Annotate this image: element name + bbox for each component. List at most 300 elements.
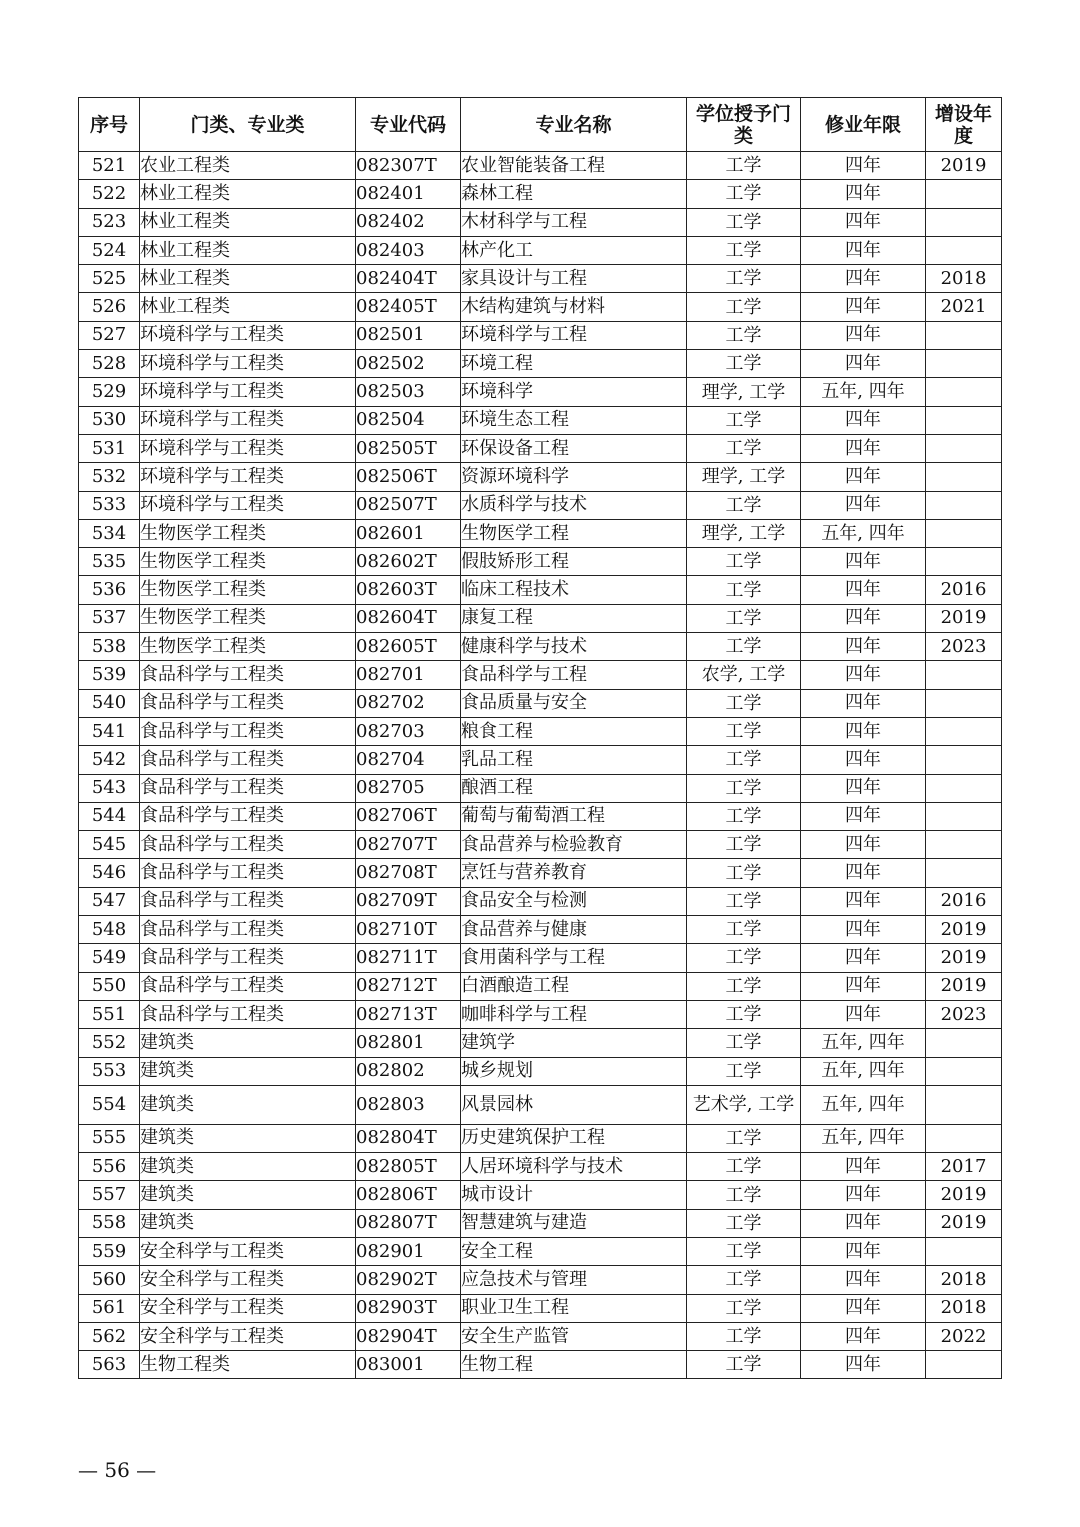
cell-name: 林产化工 [461,236,687,264]
cell-added [926,1029,1002,1057]
cell-code: 082703 [356,717,461,745]
cell-name: 建筑学 [461,1029,687,1057]
table-row [79,1351,1002,1379]
cell-name: 木结构建筑与材料 [461,293,687,321]
cell-name: 安全生产监管 [461,1322,687,1350]
cell-degree: 工学 [687,180,801,208]
cell-degree: 工学 [687,802,801,830]
cell-degree: 工学 [687,604,801,632]
cell-name: 烹饪与营养教育 [461,859,687,887]
cell-category: 食品科学与工程类 [140,689,356,717]
table-row [79,774,1002,802]
cell-code: 082702 [356,689,461,717]
cell-degree: 工学 [687,576,801,604]
cell-degree: 工学 [687,944,801,972]
cell-code: 082602T [356,548,461,576]
cell-category: 林业工程类 [140,293,356,321]
cell-name: 家具设计与工程 [461,265,687,293]
cell-name: 咖啡科学与工程 [461,1000,687,1028]
cell-degree: 工学 [687,293,801,321]
cell-degree: 工学 [687,236,801,264]
cell-added [926,774,1002,802]
cell-no: 526 [79,293,140,321]
cell-name: 环境工程 [461,350,687,378]
cell-name: 食品营养与健康 [461,916,687,944]
cell-no: 536 [79,576,140,604]
cell-years: 四年 [801,887,926,915]
cell-added: 2018 [926,1266,1002,1294]
cell-degree: 工学 [687,717,801,745]
cell-category: 食品科学与工程类 [140,746,356,774]
cell-category: 生物工程类 [140,1351,356,1379]
cell-code: 082402 [356,208,461,236]
cell-years: 四年 [801,434,926,462]
table-row [79,802,1002,830]
cell-years: 四年 [801,1181,926,1209]
table-row [79,378,1002,406]
cell-code: 082804T [356,1124,461,1152]
cell-added [926,661,1002,689]
cell-added [926,350,1002,378]
header-added: 增设年度 [926,98,1002,152]
cell-years: 四年 [801,717,926,745]
cell-years: 五年, 四年 [801,1029,926,1057]
header-degree: 学位授予门类 [687,98,801,152]
cell-years: 四年 [801,463,926,491]
cell-no: 525 [79,265,140,293]
cell-no: 558 [79,1209,140,1237]
cell-no: 548 [79,916,140,944]
cell-code: 082708T [356,859,461,887]
cell-name: 风景园林 [461,1085,687,1124]
table-row [79,1029,1002,1057]
cell-name: 假肢矫形工程 [461,548,687,576]
cell-code: 082503 [356,378,461,406]
cell-degree: 工学 [687,1237,801,1265]
cell-no: 549 [79,944,140,972]
cell-code: 082709T [356,887,461,915]
cell-code: 082901 [356,1237,461,1265]
cell-years: 五年, 四年 [801,1057,926,1085]
table-row [79,1237,1002,1265]
cell-no: 557 [79,1181,140,1209]
cell-name: 粮食工程 [461,717,687,745]
cell-added [926,406,1002,434]
cell-no: 544 [79,802,140,830]
cell-no: 529 [79,378,140,406]
cell-name: 水质科学与技术 [461,491,687,519]
cell-name: 白酒酿造工程 [461,972,687,1000]
cell-added [926,1237,1002,1265]
cell-category: 生物医学工程类 [140,633,356,661]
cell-added [926,548,1002,576]
cell-degree: 工学 [687,350,801,378]
cell-category: 食品科学与工程类 [140,887,356,915]
cell-added [926,321,1002,349]
table-row [79,208,1002,236]
cell-name: 职业卫生工程 [461,1294,687,1322]
cell-degree: 工学 [687,1029,801,1057]
cell-years: 四年 [801,293,926,321]
cell-added: 2016 [926,576,1002,604]
cell-added [926,378,1002,406]
table-row [79,350,1002,378]
cell-no: 560 [79,1266,140,1294]
cell-no: 553 [79,1057,140,1085]
cell-years: 四年 [801,802,926,830]
table-row [79,576,1002,604]
cell-years: 四年 [801,859,926,887]
cell-years: 四年 [801,548,926,576]
cell-years: 四年 [801,831,926,859]
table-row [79,548,1002,576]
cell-degree: 工学 [687,774,801,802]
cell-added [926,1124,1002,1152]
cell-degree: 工学 [687,887,801,915]
cell-name: 环境科学与工程 [461,321,687,349]
cell-code: 082706T [356,802,461,830]
cell-code: 082805T [356,1153,461,1181]
cell-added: 2023 [926,1000,1002,1028]
cell-degree: 工学 [687,746,801,774]
cell-category: 安全科学与工程类 [140,1322,356,1350]
cell-years: 五年, 四年 [801,1124,926,1152]
cell-added: 2019 [926,944,1002,972]
cell-degree: 工学 [687,491,801,519]
cell-code: 082603T [356,576,461,604]
cell-added [926,831,1002,859]
cell-years: 四年 [801,944,926,972]
cell-code: 082803 [356,1085,461,1124]
cell-category: 食品科学与工程类 [140,831,356,859]
cell-name: 环境科学 [461,378,687,406]
table-row [79,1294,1002,1322]
cell-no: 551 [79,1000,140,1028]
cell-name: 农业智能装备工程 [461,152,687,180]
cell-code: 082605T [356,633,461,661]
cell-added [926,859,1002,887]
cell-years: 五年, 四年 [801,378,926,406]
cell-name: 城乡规划 [461,1057,687,1085]
majors-table [78,97,1002,1379]
cell-no: 547 [79,887,140,915]
cell-category: 林业工程类 [140,265,356,293]
cell-code: 082403 [356,236,461,264]
cell-years: 四年 [801,604,926,632]
cell-added: 2019 [926,1209,1002,1237]
cell-no: 546 [79,859,140,887]
cell-no: 542 [79,746,140,774]
cell-category: 环境科学与工程类 [140,406,356,434]
cell-added: 2017 [926,1153,1002,1181]
cell-code: 082501 [356,321,461,349]
cell-added [926,1057,1002,1085]
cell-name: 葡萄与葡萄酒工程 [461,802,687,830]
table-row [79,1153,1002,1181]
cell-category: 食品科学与工程类 [140,944,356,972]
page-number: — 56 — [78,1458,157,1482]
cell-degree: 艺术学, 工学 [687,1085,801,1124]
cell-name: 历史建筑保护工程 [461,1124,687,1152]
cell-no: 555 [79,1124,140,1152]
cell-code: 082307T [356,152,461,180]
cell-code: 082705 [356,774,461,802]
cell-years: 四年 [801,1209,926,1237]
cell-code: 082904T [356,1322,461,1350]
cell-years: 四年 [801,916,926,944]
table-row [79,831,1002,859]
cell-code: 082806T [356,1181,461,1209]
cell-category: 食品科学与工程类 [140,802,356,830]
cell-degree: 工学 [687,1153,801,1181]
cell-added [926,717,1002,745]
cell-code: 082405T [356,293,461,321]
cell-name: 食品营养与检验教育 [461,831,687,859]
cell-no: 540 [79,689,140,717]
cell-name: 乳品工程 [461,746,687,774]
cell-no: 541 [79,717,140,745]
cell-years: 四年 [801,321,926,349]
cell-category: 生物医学工程类 [140,576,356,604]
cell-added [926,519,1002,547]
cell-degree: 理学, 工学 [687,519,801,547]
table-row [79,1124,1002,1152]
cell-degree: 工学 [687,831,801,859]
cell-added [926,746,1002,774]
cell-category: 林业工程类 [140,236,356,264]
cell-added [926,1351,1002,1379]
table-row [79,293,1002,321]
cell-years: 四年 [801,1237,926,1265]
cell-category: 环境科学与工程类 [140,378,356,406]
cell-name: 安全工程 [461,1237,687,1265]
cell-name: 城市设计 [461,1181,687,1209]
cell-name: 生物工程 [461,1351,687,1379]
cell-name: 森林工程 [461,180,687,208]
cell-code: 082604T [356,604,461,632]
cell-code: 082504 [356,406,461,434]
cell-no: 521 [79,152,140,180]
cell-added [926,236,1002,264]
table-row [79,1266,1002,1294]
cell-name: 食品质量与安全 [461,689,687,717]
cell-added [926,434,1002,462]
table-row [79,887,1002,915]
header-name: 专业名称 [461,98,687,152]
cell-name: 食品安全与检测 [461,887,687,915]
table-row [79,406,1002,434]
cell-category: 安全科学与工程类 [140,1266,356,1294]
table-row [79,916,1002,944]
cell-category: 农业工程类 [140,152,356,180]
cell-years: 五年, 四年 [801,519,926,547]
cell-category: 建筑类 [140,1181,356,1209]
cell-added: 2019 [926,604,1002,632]
cell-added [926,180,1002,208]
cell-added: 2019 [926,152,1002,180]
cell-added [926,208,1002,236]
cell-years: 四年 [801,661,926,689]
cell-added: 2016 [926,887,1002,915]
cell-no: 554 [79,1085,140,1124]
cell-added [926,689,1002,717]
cell-degree: 理学, 工学 [687,378,801,406]
cell-years: 四年 [801,236,926,264]
cell-added: 2019 [926,972,1002,1000]
cell-code: 082401 [356,180,461,208]
cell-degree: 工学 [687,1351,801,1379]
cell-no: 561 [79,1294,140,1322]
cell-added: 2019 [926,916,1002,944]
cell-code: 082713T [356,1000,461,1028]
cell-degree: 工学 [687,152,801,180]
cell-code: 082404T [356,265,461,293]
cell-category: 建筑类 [140,1057,356,1085]
cell-code: 082902T [356,1266,461,1294]
cell-category: 食品科学与工程类 [140,774,356,802]
cell-category: 建筑类 [140,1209,356,1237]
cell-category: 环境科学与工程类 [140,321,356,349]
header-category: 门类、专业类 [140,98,356,152]
cell-years: 四年 [801,1322,926,1350]
cell-category: 建筑类 [140,1124,356,1152]
cell-no: 527 [79,321,140,349]
cell-degree: 工学 [687,1181,801,1209]
cell-no: 556 [79,1153,140,1181]
table-row [79,434,1002,462]
cell-name: 人居环境科学与技术 [461,1153,687,1181]
cell-name: 康复工程 [461,604,687,632]
cell-no: 534 [79,519,140,547]
cell-code: 082506T [356,463,461,491]
cell-degree: 工学 [687,548,801,576]
cell-degree: 理学, 工学 [687,463,801,491]
header-years: 修业年限 [801,98,926,152]
table-row [79,1085,1002,1124]
cell-no: 559 [79,1237,140,1265]
cell-no: 531 [79,434,140,462]
cell-code: 082502 [356,350,461,378]
cell-years: 四年 [801,1000,926,1028]
table-row [79,1322,1002,1350]
cell-category: 林业工程类 [140,180,356,208]
table-row [79,746,1002,774]
cell-years: 四年 [801,576,926,604]
cell-years: 四年 [801,1153,926,1181]
table-row [79,321,1002,349]
cell-degree: 工学 [687,1294,801,1322]
cell-no: 533 [79,491,140,519]
cell-no: 538 [79,633,140,661]
cell-years: 四年 [801,746,926,774]
header-code: 专业代码 [356,98,461,152]
cell-no: 543 [79,774,140,802]
table-row [79,859,1002,887]
table-row [79,236,1002,264]
cell-degree: 工学 [687,1322,801,1350]
cell-category: 食品科学与工程类 [140,661,356,689]
cell-code: 082704 [356,746,461,774]
cell-degree: 工学 [687,321,801,349]
header-no: 序号 [79,98,140,152]
table-row [79,717,1002,745]
cell-code: 082507T [356,491,461,519]
cell-degree: 工学 [687,859,801,887]
cell-category: 食品科学与工程类 [140,859,356,887]
table-header-row [79,98,1002,152]
cell-no: 522 [79,180,140,208]
cell-no: 524 [79,236,140,264]
table-row [79,1000,1002,1028]
cell-no: 530 [79,406,140,434]
cell-category: 安全科学与工程类 [140,1237,356,1265]
table-row [79,689,1002,717]
cell-years: 四年 [801,180,926,208]
cell-code: 082712T [356,972,461,1000]
cell-category: 林业工程类 [140,208,356,236]
cell-no: 563 [79,1351,140,1379]
cell-name: 食品科学与工程 [461,661,687,689]
cell-degree: 工学 [687,1057,801,1085]
cell-code: 083001 [356,1351,461,1379]
cell-name: 资源环境科学 [461,463,687,491]
cell-years: 四年 [801,350,926,378]
cell-degree: 农学, 工学 [687,661,801,689]
table-row [79,944,1002,972]
cell-added: 2018 [926,1294,1002,1322]
cell-no: 539 [79,661,140,689]
cell-no: 562 [79,1322,140,1350]
cell-category: 建筑类 [140,1153,356,1181]
cell-degree: 工学 [687,1266,801,1294]
cell-no: 545 [79,831,140,859]
cell-code: 082601 [356,519,461,547]
cell-degree: 工学 [687,633,801,661]
table-row [79,1181,1002,1209]
cell-code: 082701 [356,661,461,689]
cell-name: 健康科学与技术 [461,633,687,661]
cell-years: 四年 [801,1294,926,1322]
cell-code: 082711T [356,944,461,972]
cell-code: 082807T [356,1209,461,1237]
cell-years: 四年 [801,265,926,293]
cell-name: 环保设备工程 [461,434,687,462]
cell-degree: 工学 [687,1124,801,1152]
cell-code: 082802 [356,1057,461,1085]
cell-code: 082707T [356,831,461,859]
cell-degree: 工学 [687,689,801,717]
cell-category: 食品科学与工程类 [140,717,356,745]
table-row [79,633,1002,661]
cell-years: 四年 [801,774,926,802]
cell-years: 四年 [801,1351,926,1379]
cell-degree: 工学 [687,972,801,1000]
cell-category: 建筑类 [140,1029,356,1057]
table-row [79,661,1002,689]
cell-name: 智慧建筑与建造 [461,1209,687,1237]
cell-degree: 工学 [687,1209,801,1237]
cell-category: 食品科学与工程类 [140,916,356,944]
cell-added: 2023 [926,633,1002,661]
cell-no: 550 [79,972,140,1000]
cell-name: 生物医学工程 [461,519,687,547]
cell-added: 2018 [926,265,1002,293]
cell-years: 四年 [801,1266,926,1294]
table-row [79,519,1002,547]
cell-added [926,802,1002,830]
cell-years: 四年 [801,633,926,661]
table-row [79,152,1002,180]
